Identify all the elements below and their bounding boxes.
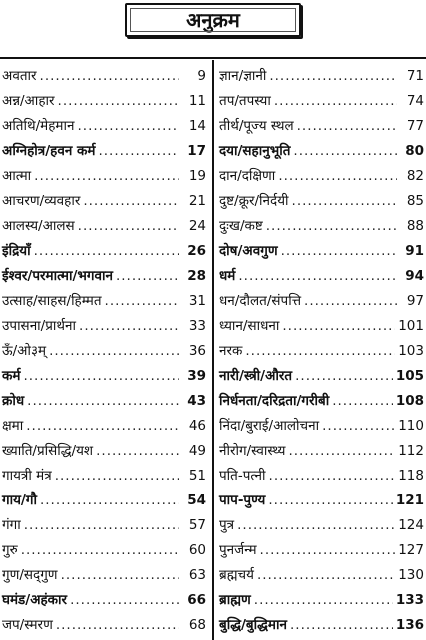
index-entry — [219, 64, 424, 89]
index-entry — [2, 613, 206, 638]
entry-term: ब्राह्मण — [219, 592, 251, 609]
entry-term: गायत्री मंत्र — [2, 467, 52, 484]
entry-page-number: 105 — [395, 367, 424, 384]
entry-term: ख्याति/प्रसिद्धि/यश — [2, 442, 94, 459]
dot-leader — [278, 164, 397, 189]
index-entry — [219, 339, 424, 364]
dot-leader — [79, 314, 179, 339]
dot-leader — [282, 314, 395, 339]
entry-page-number: 36 — [188, 342, 206, 359]
dot-leader — [96, 439, 179, 464]
dot-leader — [78, 214, 179, 239]
index-entry — [219, 464, 424, 489]
dot-leader — [304, 289, 397, 314]
dot-leader — [40, 64, 179, 89]
entry-page-number: 133 — [395, 592, 424, 609]
dot-leader — [266, 214, 397, 239]
entry-term: ध्यान/साधना — [219, 317, 280, 334]
entry-term: ऊँ/ओ३म् — [2, 342, 47, 359]
entry-term: अग्निहोत्र/हवन कर्म — [2, 142, 96, 159]
dot-leader — [292, 189, 397, 214]
index-entry — [219, 439, 424, 464]
index-entry — [2, 139, 206, 164]
dot-leader — [116, 264, 179, 289]
entry-term: ब्रह्मचर्य — [219, 567, 254, 584]
dot-leader — [288, 439, 395, 464]
entry-term: पुनर्जन्म — [219, 542, 257, 559]
entry-term: क्रोध — [2, 392, 25, 409]
index-entry — [2, 538, 206, 563]
dot-leader — [34, 164, 179, 189]
index-entry — [2, 64, 206, 89]
dot-leader — [297, 114, 397, 139]
index-entry — [2, 563, 206, 588]
entry-page-number: 68 — [188, 617, 206, 634]
entry-term: दान/दक्षिणा — [219, 167, 276, 184]
dot-leader — [98, 139, 179, 164]
entry-term: नीरोग/स्वास्थ्य — [219, 442, 286, 459]
entry-page-number: 46 — [188, 417, 206, 434]
index-entry — [2, 114, 206, 139]
dot-leader — [269, 64, 397, 89]
entry-page-number: 24 — [188, 217, 206, 234]
entry-term: आत्मा — [2, 167, 32, 184]
entry-page-number: 43 — [187, 392, 206, 409]
dot-leader — [70, 588, 179, 613]
entry-term: नरक — [219, 342, 243, 359]
dot-leader — [257, 563, 395, 588]
index-entry — [219, 89, 424, 114]
dot-leader — [56, 613, 179, 638]
index-entry — [2, 189, 206, 214]
entry-term: घमंड/अहंकार — [2, 592, 68, 609]
index-entry — [219, 364, 424, 389]
entry-page-number: 121 — [395, 492, 424, 509]
index-entry — [2, 513, 206, 538]
index-entry — [219, 513, 424, 538]
entry-page-number: 66 — [187, 592, 206, 609]
entry-page-number: 74 — [406, 92, 424, 109]
entry-page-number: 71 — [406, 68, 424, 84]
index-entry — [219, 488, 424, 513]
index-entry — [2, 339, 206, 364]
dot-leader — [58, 89, 179, 114]
dot-leader — [77, 114, 179, 139]
entry-page-number: 51 — [188, 467, 206, 484]
index-entry — [219, 538, 424, 563]
dot-leader — [238, 264, 397, 289]
index-entry — [219, 613, 424, 638]
entry-page-number: 130 — [398, 567, 424, 584]
index-entry — [2, 289, 206, 314]
index-entry — [219, 164, 424, 189]
entry-page-number: 33 — [188, 317, 206, 334]
index-entry — [2, 264, 206, 289]
entry-page-number: 26 — [187, 242, 206, 259]
entry-term: दया/सहानुभूति — [219, 142, 291, 159]
dot-leader — [34, 239, 179, 264]
entry-page-number: 103 — [398, 342, 424, 359]
index-column-left — [2, 64, 206, 638]
index-entry — [2, 389, 206, 414]
dot-leader — [237, 513, 395, 538]
entry-term: निर्धनता/दरिद्रता/गरीबी — [219, 392, 330, 409]
dot-leader — [274, 89, 397, 114]
index-entry — [219, 264, 424, 289]
dot-leader — [322, 414, 395, 439]
dot-leader — [105, 289, 179, 314]
entry-term: क्षमा — [2, 417, 24, 434]
index-entry — [2, 214, 206, 239]
index-entry — [219, 314, 424, 339]
entry-page-number: 77 — [406, 117, 424, 134]
dot-leader — [332, 389, 393, 414]
entry-page-number: 80 — [405, 142, 424, 159]
index-entry — [219, 139, 424, 164]
dot-leader — [268, 488, 392, 513]
index-entry — [219, 214, 424, 239]
entry-term: बुद्धि/बुद्धिमान — [219, 617, 287, 634]
entry-term: अवतार — [2, 68, 37, 84]
entry-term: गुण/सद्‌गुण — [2, 567, 58, 584]
dot-leader — [61, 563, 179, 588]
dot-leader — [49, 339, 179, 364]
entry-term: अन्न/आहार — [2, 92, 55, 109]
index-entry — [219, 189, 424, 214]
entry-page-number: 11 — [188, 92, 206, 109]
entry-page-number: 127 — [398, 542, 424, 559]
entry-page-number: 60 — [188, 542, 206, 559]
index-entry — [2, 464, 206, 489]
entry-term: अतिथि/मेहमान — [2, 117, 75, 134]
index-entry — [2, 164, 206, 189]
index-entry — [219, 114, 424, 139]
entry-term: पाप-पुण्य — [219, 492, 266, 509]
entry-page-number: 57 — [188, 517, 206, 534]
entry-page-number: 112 — [398, 442, 424, 459]
entry-page-number: 21 — [188, 192, 206, 209]
dot-leader — [40, 488, 179, 513]
index-entry — [2, 314, 206, 339]
index-entry — [2, 439, 206, 464]
dot-leader — [295, 364, 393, 389]
entry-term: धन/दौलत/संपत्ति — [219, 292, 302, 309]
entry-page-number: 31 — [188, 292, 206, 309]
entry-term: आचरण/व्यवहार — [2, 192, 81, 209]
dot-leader — [26, 414, 179, 439]
entry-page-number: 91 — [405, 242, 424, 259]
entry-term: इंद्रियाँ — [2, 242, 31, 259]
header-divider — [0, 57, 426, 59]
entry-page-number: 17 — [187, 142, 206, 159]
entry-page-number: 118 — [398, 467, 424, 484]
entry-term: उत्साह/साहस/हिम्मत — [2, 292, 102, 309]
entry-page-number: 108 — [395, 392, 424, 409]
index-entry — [219, 414, 424, 439]
entry-term: गुरु — [2, 542, 18, 559]
dot-leader — [21, 538, 179, 563]
index-column-right — [219, 64, 424, 638]
entry-page-number: 94 — [405, 267, 424, 284]
index-entry — [2, 239, 206, 264]
entry-page-number: 136 — [395, 617, 424, 634]
entry-term: ईश्वर/परमात्मा/भगवान — [2, 267, 113, 284]
entry-term: आलस्य/आलस — [2, 217, 75, 234]
dot-leader — [281, 239, 397, 264]
dot-leader — [23, 364, 179, 389]
entry-page-number: 9 — [197, 68, 206, 84]
entry-term: ज्ञान/ज्ञानी — [219, 68, 267, 84]
index-entry — [2, 588, 206, 613]
entry-page-number: 97 — [406, 292, 424, 309]
index-entry — [2, 488, 206, 513]
entry-term: दुष्ट/क्रूर/निर्दयी — [219, 192, 289, 209]
entry-term: तप/तपस्या — [219, 92, 271, 109]
entry-page-number: 82 — [406, 167, 424, 184]
entry-page-number: 54 — [187, 492, 206, 509]
index-entry — [2, 364, 206, 389]
dot-leader — [293, 139, 397, 164]
entry-page-number: 101 — [398, 317, 424, 334]
entry-page-number: 63 — [188, 567, 206, 584]
entry-term: निंदा/बुराई/आलोचना — [219, 417, 320, 434]
dot-leader — [55, 464, 179, 489]
entry-page-number: 14 — [188, 117, 206, 134]
dot-leader — [245, 339, 395, 364]
dot-leader — [254, 588, 393, 613]
entry-term: नारी/स्त्री/औरत — [219, 367, 293, 384]
entry-page-number: 28 — [187, 267, 206, 284]
index-entry — [219, 389, 424, 414]
index-entry — [219, 563, 424, 588]
entry-term: उपासना/प्रार्थना — [2, 317, 77, 334]
page-title: अनुक्रम — [125, 3, 301, 37]
entry-term: पति-पत्नी — [219, 467, 266, 484]
entry-term: धर्म — [219, 267, 236, 284]
index-entry — [219, 289, 424, 314]
entry-page-number: 19 — [188, 167, 206, 184]
entry-term: गंगा — [2, 517, 21, 534]
entry-term: गाय/गौ — [2, 492, 37, 509]
entry-term: जप/स्मरण — [2, 617, 53, 634]
index-entry — [2, 414, 206, 439]
column-divider — [212, 60, 214, 640]
index-entry — [219, 588, 424, 613]
dot-leader — [24, 513, 179, 538]
entry-page-number: 85 — [406, 192, 424, 209]
entry-term: तीर्थ/पूज्य स्थल — [219, 117, 294, 134]
index-entry — [219, 239, 424, 264]
entry-term: दोष/अवगुण — [219, 242, 278, 259]
entry-page-number: 110 — [398, 417, 424, 434]
entry-term: दुःख/कष्ट — [219, 217, 263, 234]
dot-leader — [83, 189, 179, 214]
entry-page-number: 39 — [187, 367, 206, 384]
entry-term: पुत्र — [219, 517, 235, 534]
entry-page-number: 124 — [398, 517, 424, 534]
dot-leader — [260, 538, 396, 563]
entry-page-number: 88 — [406, 217, 424, 234]
dot-leader — [269, 464, 396, 489]
dot-leader — [27, 389, 179, 414]
index-entry — [2, 89, 206, 114]
dot-leader — [290, 613, 393, 638]
entry-term: कर्म — [2, 367, 21, 384]
entry-page-number: 49 — [188, 442, 206, 459]
